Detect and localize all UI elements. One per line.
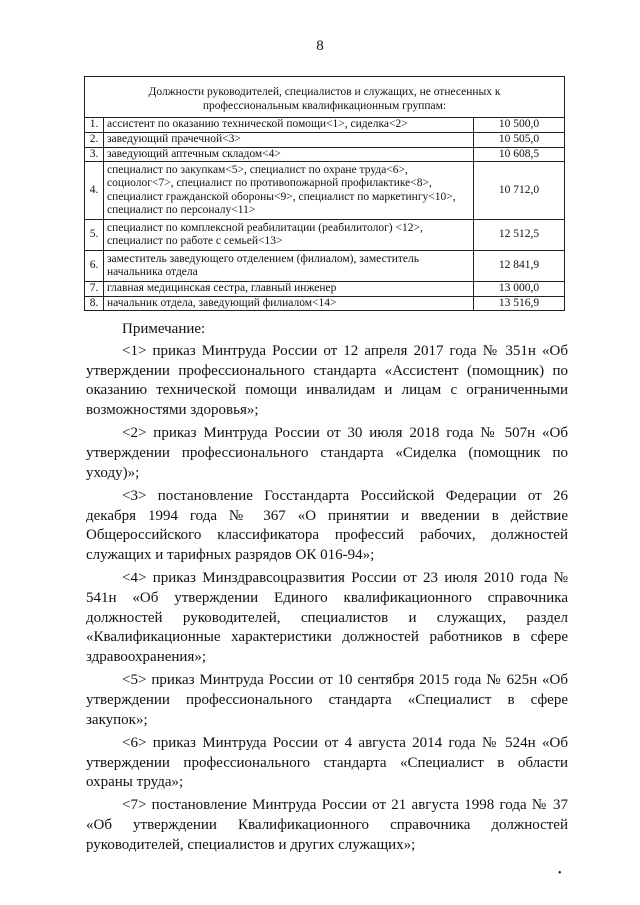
salary-value: 10 608,5 (474, 147, 565, 162)
row-number: 7. (85, 282, 104, 297)
row-number: 1. (85, 118, 104, 133)
footnote: <5> приказ Минтруда России от 10 сентября 2015 года № 625н «Об утверждении профессионального стандарта «Специалист в сфере закупок»; (86, 672, 568, 728)
notes-list (86, 342, 568, 859)
footnote: <3> постановление Госстандарта Российской Федерации от 26 декабря 1994 года № 367 «О принятии и введении в действие Общероссийского классификатора профессий рабочих, должностей служащих и тарифных разрядов ОК 016-94»; (86, 487, 568, 564)
footnote: <4> приказ Минздравсоцразвития России от 23 июля 2010 года № 541н «Об утверждении Единого квалификационного справочника должностей руководителей, специалистов и служащих, раздел «Квалификационные характеристики должностей работников в сфере здравоохранения»; (86, 570, 568, 666)
corner-mark: • (558, 868, 562, 879)
table-row (85, 162, 565, 220)
table-row (85, 133, 565, 148)
salary-value: 10 712,0 (474, 162, 565, 220)
position-name: главная медицинская сестра, главный инженер (104, 282, 474, 297)
salary-value: 12 512,5 (474, 220, 565, 251)
footnote: <6> приказ Минтруда России от 4 августа 2014 года № 524н «Об утверждении профессионального стандарта «Специалист в области охраны труда»; (86, 734, 568, 791)
table-row (85, 118, 565, 133)
table-row (85, 220, 565, 251)
salary-value: 12 841,9 (474, 251, 565, 282)
position-name: начальник отдела, заведующий филиалом<14> (104, 296, 474, 311)
position-name: специалист по комплексной реабилитации (реабилитолог) <12>, специалист по работе с семьей<13> (104, 220, 474, 251)
salary-value: 13 516,9 (474, 296, 565, 311)
row-number: 4. (85, 162, 104, 220)
salary-value: 13 000,0 (474, 282, 565, 297)
position-name: заведующий прачечной<3> (104, 133, 474, 148)
row-number: 2. (85, 133, 104, 148)
table-header-row (85, 77, 565, 118)
salary-value: 10 505,0 (474, 133, 565, 148)
footnote: <7> постановление Минтруда России от 21 августа 1998 года № 37 «Об утверждении Квалификационного справочника должностей руководителей, специалистов и других служащих»; (86, 797, 568, 853)
position-name: ассистент по оказанию технической помощи<1>, сиделка<2> (104, 118, 474, 133)
row-number: 3. (85, 147, 104, 162)
position-name: заместитель заведующего отделением (филиалом), заместитель начальника отдела (104, 251, 474, 282)
notes-title: Примечание: (122, 321, 206, 337)
row-number: 5. (85, 220, 104, 251)
table-row (85, 296, 565, 311)
position-name: заведующий аптечным складом<4> (104, 147, 474, 162)
page-number: 8 (316, 38, 324, 54)
table-header: Должности руководителей, специалистов и служащих, не отнесенных к профессиональным квалификационным группам: (85, 77, 565, 118)
position-name: специалист по закупкам<5>, специалист по охране труда<6>, социолог<7>, специалист по противопожарной профилактике<8>, специалист гражданской обороны<9>, специалист по маркетингу<10>, специалист по персоналу<11> (104, 162, 474, 220)
footnote: <1> приказ Минтруда России от 12 апреля 2017 года № 351н «Об утверждении профессионального стандарта «Ассистент (помощник) по оказанию технической помощи инвалидам и лицам с ограниченными возможностями здоровья»; (86, 343, 568, 419)
footnote: <2> приказ Минтруда России от 30 июля 2018 года № 507н «Об утверждении профессионального стандарта «Сиделка (помощник по уходу)»; (86, 425, 568, 481)
salary-value: 10 500,0 (474, 118, 565, 133)
table-row (85, 251, 565, 282)
positions-table (84, 76, 565, 311)
row-number: 8. (85, 296, 104, 311)
row-number: 6. (85, 251, 104, 282)
table-row (85, 147, 565, 162)
table-row (85, 282, 565, 297)
